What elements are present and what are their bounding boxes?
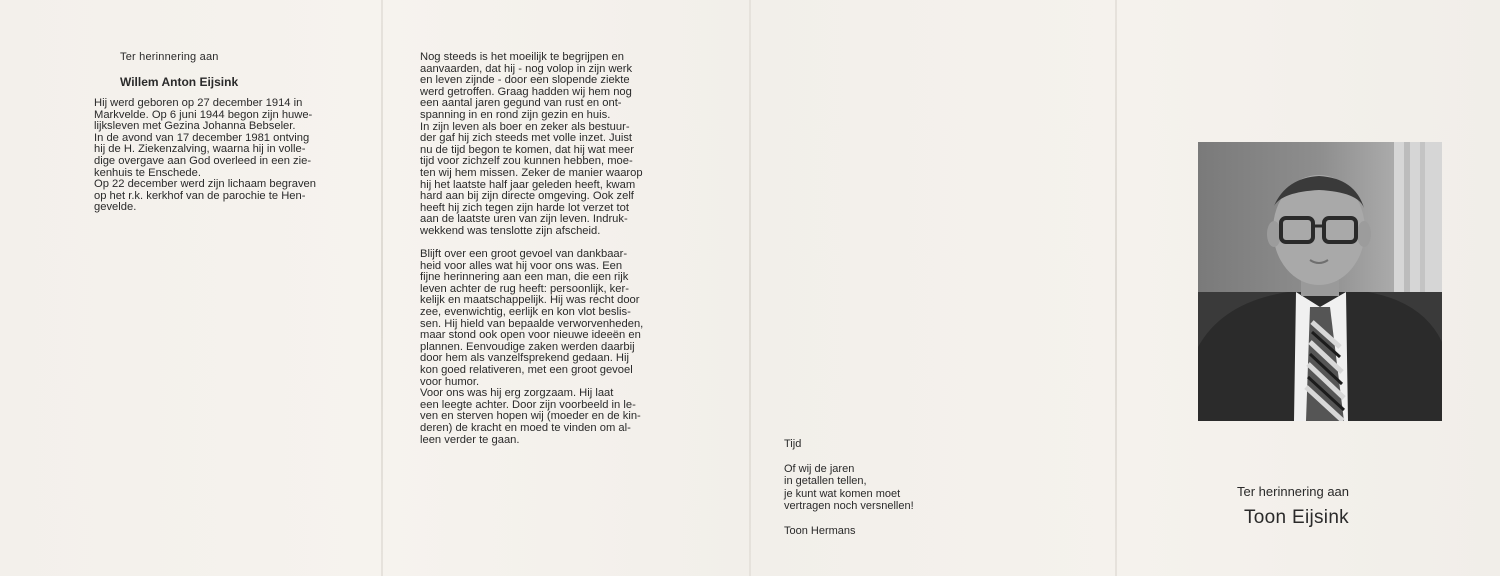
poem-line: je kunt wat komen moet [784,487,901,500]
tribute-text [420,52,710,446]
tribute-line: der gaf hij zich steeds met volle inzet. Juist [420,132,633,145]
tribute-line: Blijft over een groot gevoel van dankbaar- [420,248,628,261]
poem-gap [784,513,914,525]
tribute-line: plannen. Eenvoudige zaken werden daarbij [420,340,635,353]
biography-line: hij de H. Ziekenzalving, waarna hij in volle- [94,143,306,156]
biography-line: op het r.k. kerkhof van de parochie te Hen- [94,189,306,202]
tribute-line: heid voor alles wat hij voor ons was. Een [420,259,623,272]
biography-line: lijksleven met Gezina Johanna Bebseler. [94,120,296,133]
tribute-line: ten wij hem missen. Zeker de manier waarop [420,166,643,179]
biography-line: Hij werd geboren op 27 december 1914 in [94,97,303,109]
tribute-line: Nog steeds is het moeilijk te begrijpen en [420,51,624,63]
poem-author: Toon Hermans [784,524,856,537]
right-panel [1117,0,1500,576]
deceased-full-name: Willem Anton Eijsink [120,75,239,89]
tribute-line: werd getroffen. Graag hadden wij hem nog [420,85,632,98]
tribute-line: voor humor. [420,375,480,388]
tribute-line: fijne herinnering aan een man, die een rijk [420,271,629,284]
tribute-line: sen. Hij hield van bepaalde verworvenheden, [420,317,644,330]
tribute-line: nu de tijd begon te komen, dat hij wat meer [420,143,634,156]
tribute-line: zee, evenwichtig, eerlijk en kon vlot beslis- [420,306,631,319]
tribute-line: aanvaarden, dat hij - nog volop in zijn werk [420,62,633,75]
tribute-line: deren) de kracht en moed te vinden om al- [420,422,631,434]
poem-title: Tijd [784,438,802,450]
deceased-name: Toon Eijsink [1244,507,1349,528]
tribute-line: Voor ons was hij erg zorgzaam. Hij laat [420,387,614,400]
tribute-line: hij het laatste half jaar geleden heeft, kwam [420,178,636,191]
biography-line: dige overgave aan God overleed in een zie- [94,154,312,167]
tribute-line: kon goed relativeren, met een groot gevoel [420,364,633,377]
biography-text [94,98,326,214]
right-heading: Ter herinnering aan [1237,484,1350,499]
tribute-line: leen verder te gaan. [420,433,520,446]
tribute-line: wekkend was tenslotte zijn afscheid. [420,224,601,237]
portrait-image [1198,142,1442,421]
tribute-line: leven achter de rug heeft: persoonlijk, ker- [420,282,629,295]
tribute-line: een leegte achter. Door zijn voorbeeld in le- [420,398,636,411]
tribute-line: een aantal jaren gegund van rust en ont- [420,97,622,110]
tribute-line: kelijk en maatschappelijk. Hij was recht door [420,294,640,307]
left-panel [0,0,381,576]
tribute-line: en leven zijnde - door een slopende ziekte [420,74,630,87]
poem-gap [784,451,914,463]
tribute-line: tijd voor zichzelf zou kunnen hebben, moe- [420,155,633,168]
tribute-line: In zijn leven als boer en zeker als bestuur- [420,120,630,133]
tribute-line: ven en sterven hopen wij (moeder en de kin- [420,410,641,423]
tribute-line: heeft hij zich tegen zijn harde lot verzet tot [420,201,629,214]
portrait-photo [1198,142,1442,421]
biography-line: kenhuis te Enschede. [94,166,201,179]
poem-panel [751,0,1115,576]
biography-line: Op 22 december werd zijn lichaam begraven [94,178,317,191]
biography-line: Markvelde. Op 6 juni 1944 begon zijn huwe- [94,108,313,121]
left-heading: Ter herinnering aan [120,51,219,63]
tribute-line: aan de laatste uren van zijn leven. Indruk- [420,213,628,226]
biography-line: gevelde. [94,201,137,214]
middle-panel [383,0,749,576]
poem-line: in getallen tellen, [784,475,867,488]
biography-line: In de avond van 17 december 1981 ontving [94,131,310,144]
tribute-line: door hem als vanzelfsprekend gedaan. Hij [420,352,629,365]
poem [784,438,914,538]
tribute-line: hard aan bij zijn directe omgeving. Ook zelf [420,190,634,203]
tribute-line: spanning in en rond zijn gezin en huis. [420,108,611,121]
tribute-line: maar stond ook open voor nieuwe ideeën en [420,329,641,342]
poem-line: vertragen noch versnellen! [784,500,914,513]
poem-line: Of wij de jaren [784,462,855,475]
